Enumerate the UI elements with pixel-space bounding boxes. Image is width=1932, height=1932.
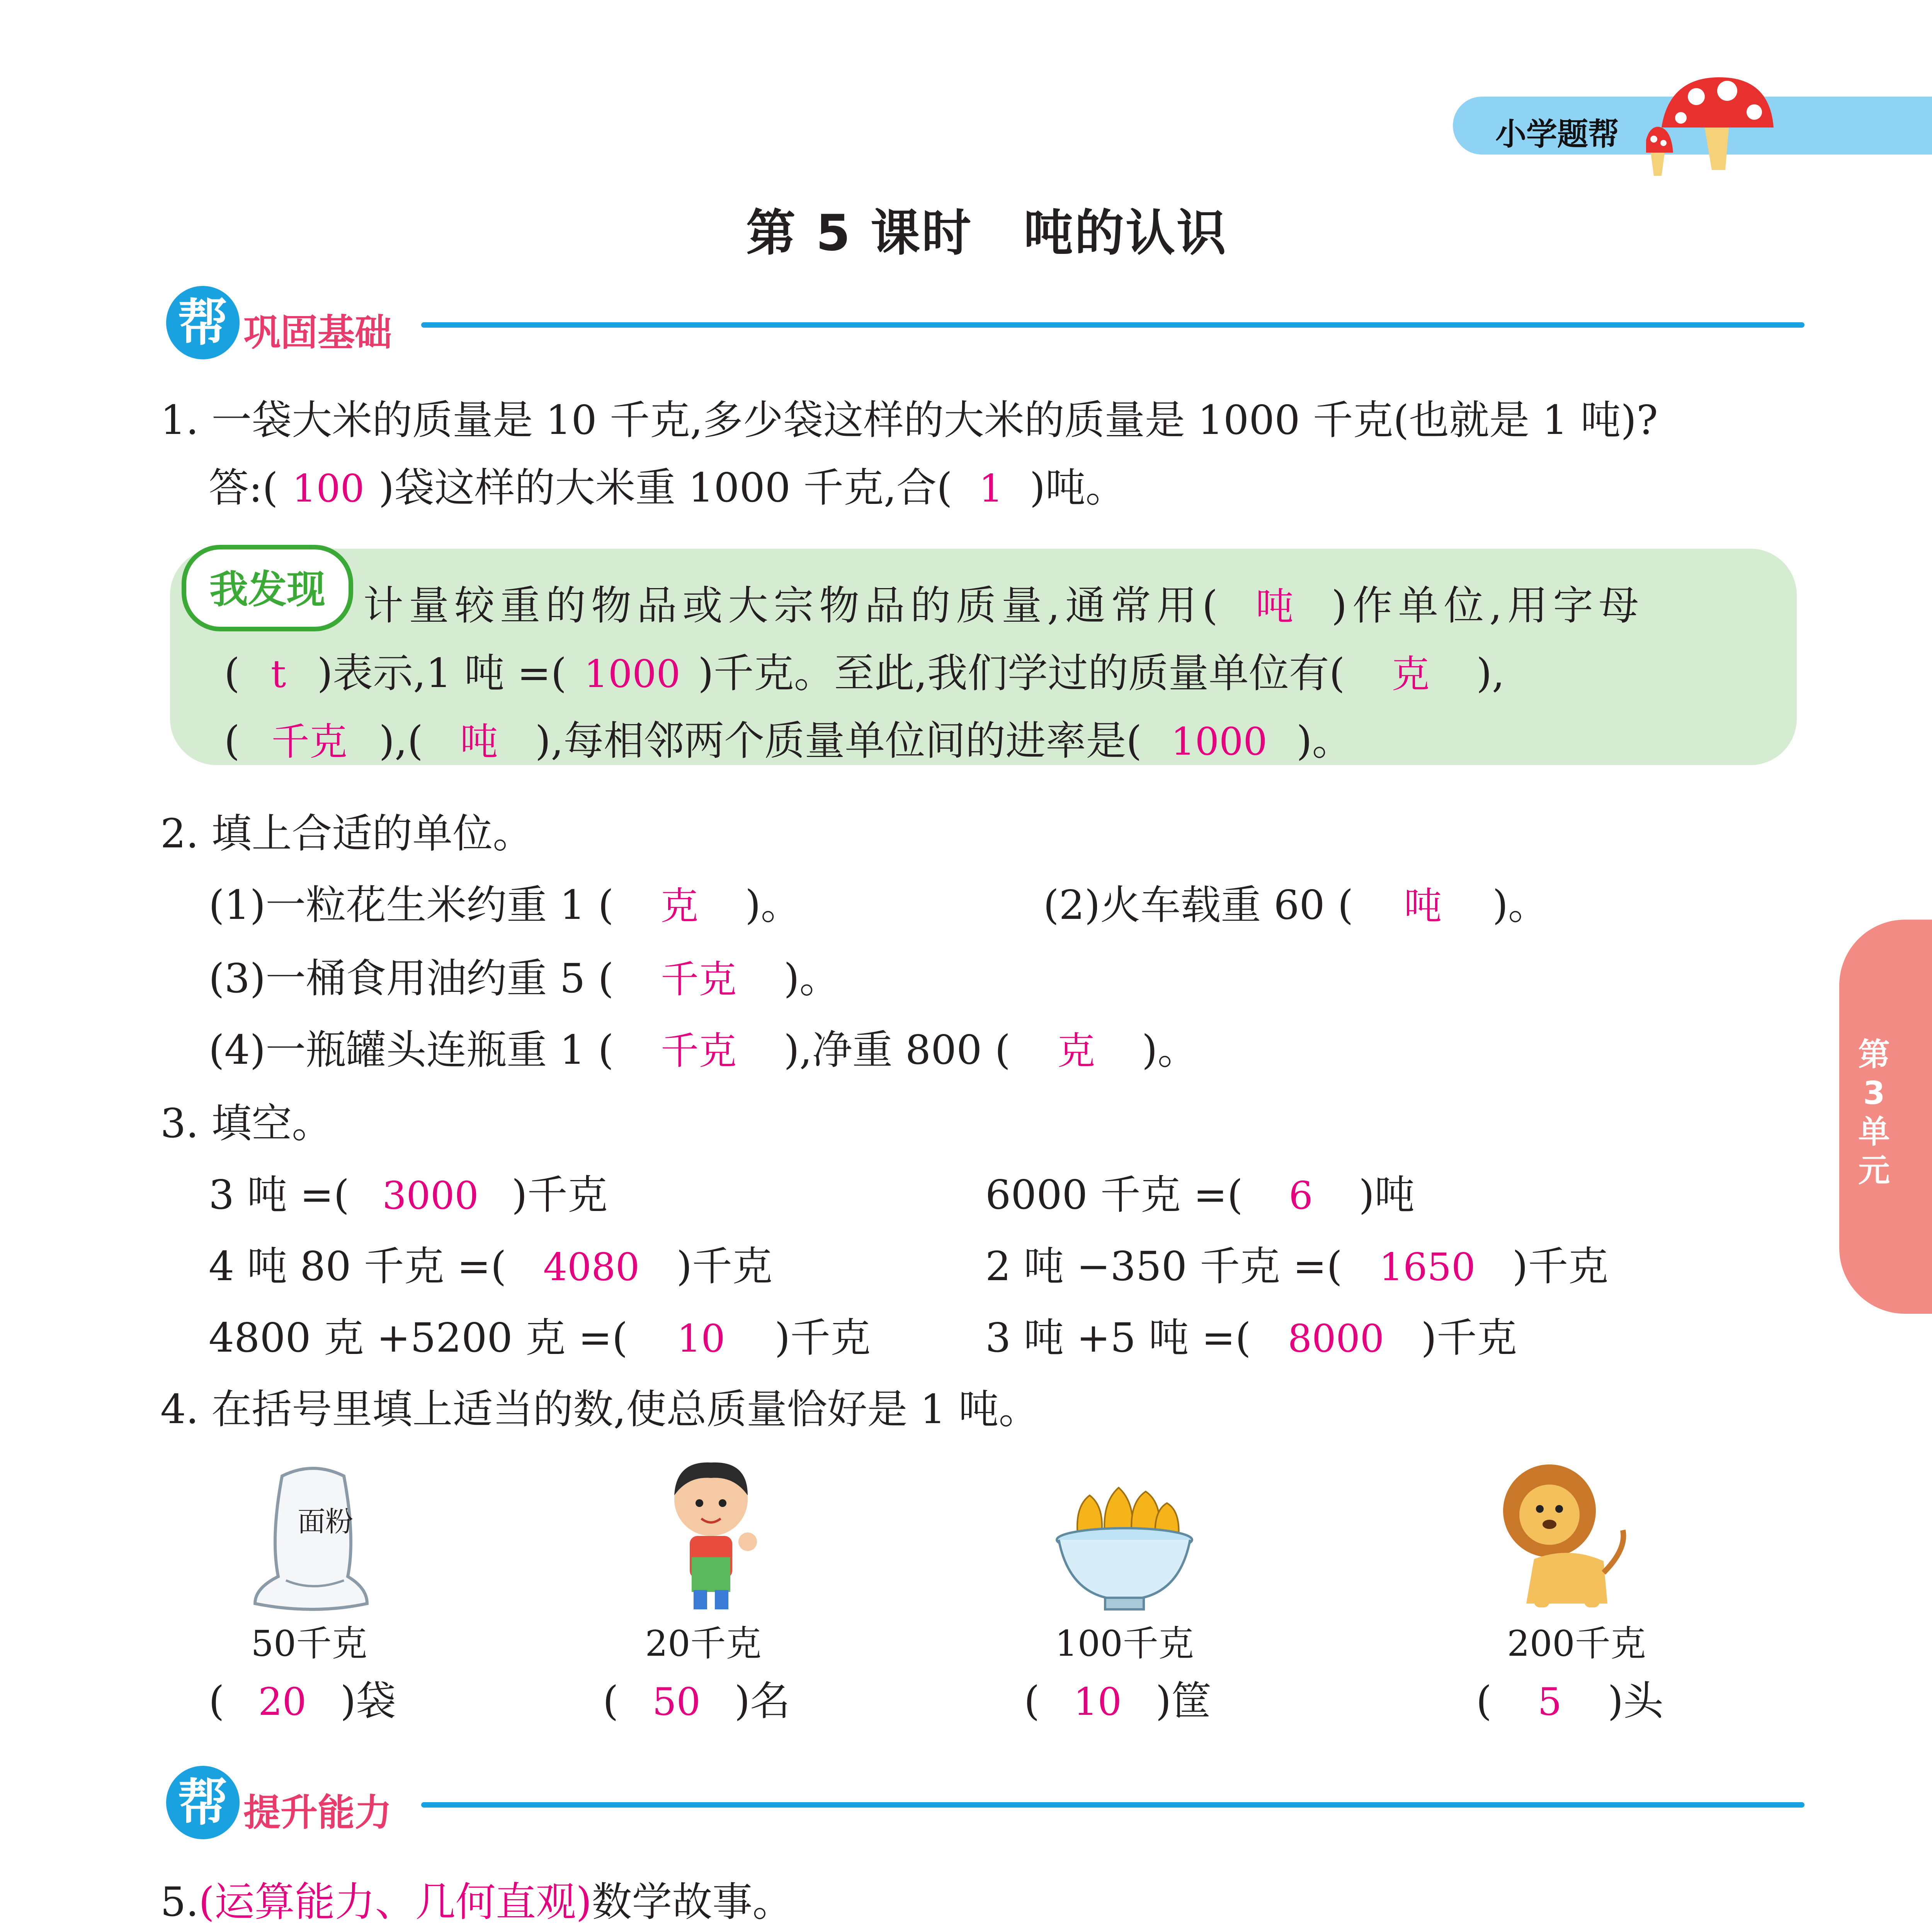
boy-icon bbox=[657, 1457, 773, 1615]
q3-item-4: 2 吨 −350 千克 =( 1650 )千克 bbox=[985, 1243, 1609, 1290]
discover-answer-unit: 吨 bbox=[1255, 585, 1299, 629]
q2-answer-2: 吨 bbox=[1404, 884, 1442, 928]
q4-answer-bags: 20 bbox=[258, 1680, 306, 1724]
section-title-basic: 巩固基础 bbox=[243, 311, 392, 354]
weight-pears: 100千克 bbox=[1055, 1623, 1194, 1664]
weight-boy: 20千克 bbox=[645, 1623, 762, 1664]
discover-answer-g: 克 bbox=[1391, 652, 1430, 696]
q3-answer-3: 4080 bbox=[543, 1245, 640, 1289]
q4-answer-3: ( 10 )筐 bbox=[1024, 1677, 1212, 1725]
discovery-line-2: ( t )表示,1 吨 =( 1000 )千克。至此,我们学过的质量单位有( 克 ), bbox=[224, 650, 1505, 697]
section-divider bbox=[421, 1802, 1804, 1808]
discovery-line-1: 计量较重的物品或大宗物品的质量,通常用( 吨 )作单位,用字母 bbox=[363, 582, 1645, 629]
q1-question: 1. 一袋大米的质量是 10 千克,多少袋这样的大米的质量是 1000 千克(也就是 1 吨)? bbox=[160, 396, 1658, 444]
q3-item-3: 4 吨 80 千克 =( 4080 )千克 bbox=[209, 1243, 773, 1290]
section-badge-char: 帮 bbox=[177, 1773, 228, 1832]
q2-answer-3: 千克 bbox=[661, 957, 737, 1002]
q3-item-6: 3 吨 +5 吨 =( 8000 )千克 bbox=[985, 1314, 1517, 1361]
section-divider bbox=[421, 322, 1804, 328]
q3-answer-6: 8000 bbox=[1287, 1317, 1384, 1361]
brand-name: 小学题帮 bbox=[1495, 116, 1619, 152]
q2-answer-5: 克 bbox=[1057, 1029, 1095, 1073]
q1-answer-line: 答:( 100 )袋这样的大米重 1000 千克,合( 1 )吨。 bbox=[209, 464, 1126, 511]
q4-answer-1: ( 20 )袋 bbox=[209, 1677, 396, 1725]
discover-answer-rate: 1000 bbox=[584, 652, 680, 696]
q3-question: 3. 填空。 bbox=[160, 1100, 332, 1147]
q3-item-5: 4800 克 +5200 克 =( 10 )千克 bbox=[209, 1314, 871, 1361]
q2-answer-1: 克 bbox=[660, 884, 699, 928]
q4-answer-people: 50 bbox=[652, 1680, 701, 1724]
lesson-title: 第 5 课时 吨的认识 bbox=[746, 204, 1228, 262]
q4-answer-baskets: 10 bbox=[1073, 1680, 1122, 1724]
flour-sack-label: 面粉 bbox=[298, 1505, 354, 1538]
discover-answer-t: 吨 bbox=[460, 720, 498, 764]
q3-answer-1: 3000 bbox=[382, 1174, 479, 1218]
unit-label: 第3单元 bbox=[1858, 1036, 1890, 1189]
q2-item-3: (3)一桶食用油约重 5 ( 千克 )。 bbox=[209, 955, 840, 1002]
q5-tag: (运算能力、几何直观) bbox=[199, 1878, 592, 1925]
discovery-line-3: ( 千克 ),( 吨 ),每相邻两个质量单位间的进率是( 1000 )。 bbox=[224, 717, 1352, 764]
q4-question: 4. 在括号里填上适当的数,使总质量恰好是 1 吨。 bbox=[160, 1386, 1039, 1433]
section-badge-char: 帮 bbox=[177, 293, 228, 352]
q2-answer-4: 千克 bbox=[661, 1029, 737, 1073]
discover-answer-kg: 千克 bbox=[271, 720, 347, 764]
weight-flour: 50千克 bbox=[251, 1623, 367, 1664]
q2-question: 2. 填上合适的单位。 bbox=[160, 810, 533, 857]
q2-item-4: (4)一瓶罐头连瓶重 1 ( 千克 ),净重 800 ( 克 )。 bbox=[209, 1026, 1198, 1073]
lion-icon bbox=[1492, 1461, 1638, 1615]
weight-lion: 200千克 bbox=[1507, 1623, 1646, 1664]
q4-answer-lions: 5 bbox=[1537, 1680, 1562, 1724]
q3-answer-5: 10 bbox=[677, 1317, 725, 1361]
q5-title-line: 5.(运算能力、几何直观)数学故事。 bbox=[160, 1878, 793, 1925]
discovery-label: 我发现 bbox=[209, 567, 325, 612]
mushroom-icon bbox=[1646, 70, 1777, 178]
section-title-advance: 提升能力 bbox=[243, 1791, 392, 1834]
q1-answer-1: 100 bbox=[292, 467, 365, 511]
q3-item-1: 3 吨 =( 3000 )千克 bbox=[209, 1171, 608, 1218]
q2-item-2: (2)火车载重 60 ( 吨 )。 bbox=[1043, 881, 1548, 929]
q3-answer-4: 1650 bbox=[1379, 1245, 1476, 1289]
q4-answer-2: ( 50 )名 bbox=[603, 1677, 791, 1725]
pear-basket-icon bbox=[1051, 1461, 1198, 1615]
q1-answer-2: 1 bbox=[979, 467, 1003, 511]
q3-answer-2: 6 bbox=[1289, 1174, 1313, 1218]
q4-answer-4: ( 5 )头 bbox=[1476, 1677, 1664, 1725]
q2-item-1: (1)一粒花生米约重 1 ( 克 )。 bbox=[209, 881, 801, 929]
q3-item-2: 6000 千克 =( 6 )吨 bbox=[985, 1171, 1415, 1218]
discover-answer-letter: t bbox=[270, 652, 286, 696]
discover-answer-1000: 1000 bbox=[1171, 720, 1267, 764]
